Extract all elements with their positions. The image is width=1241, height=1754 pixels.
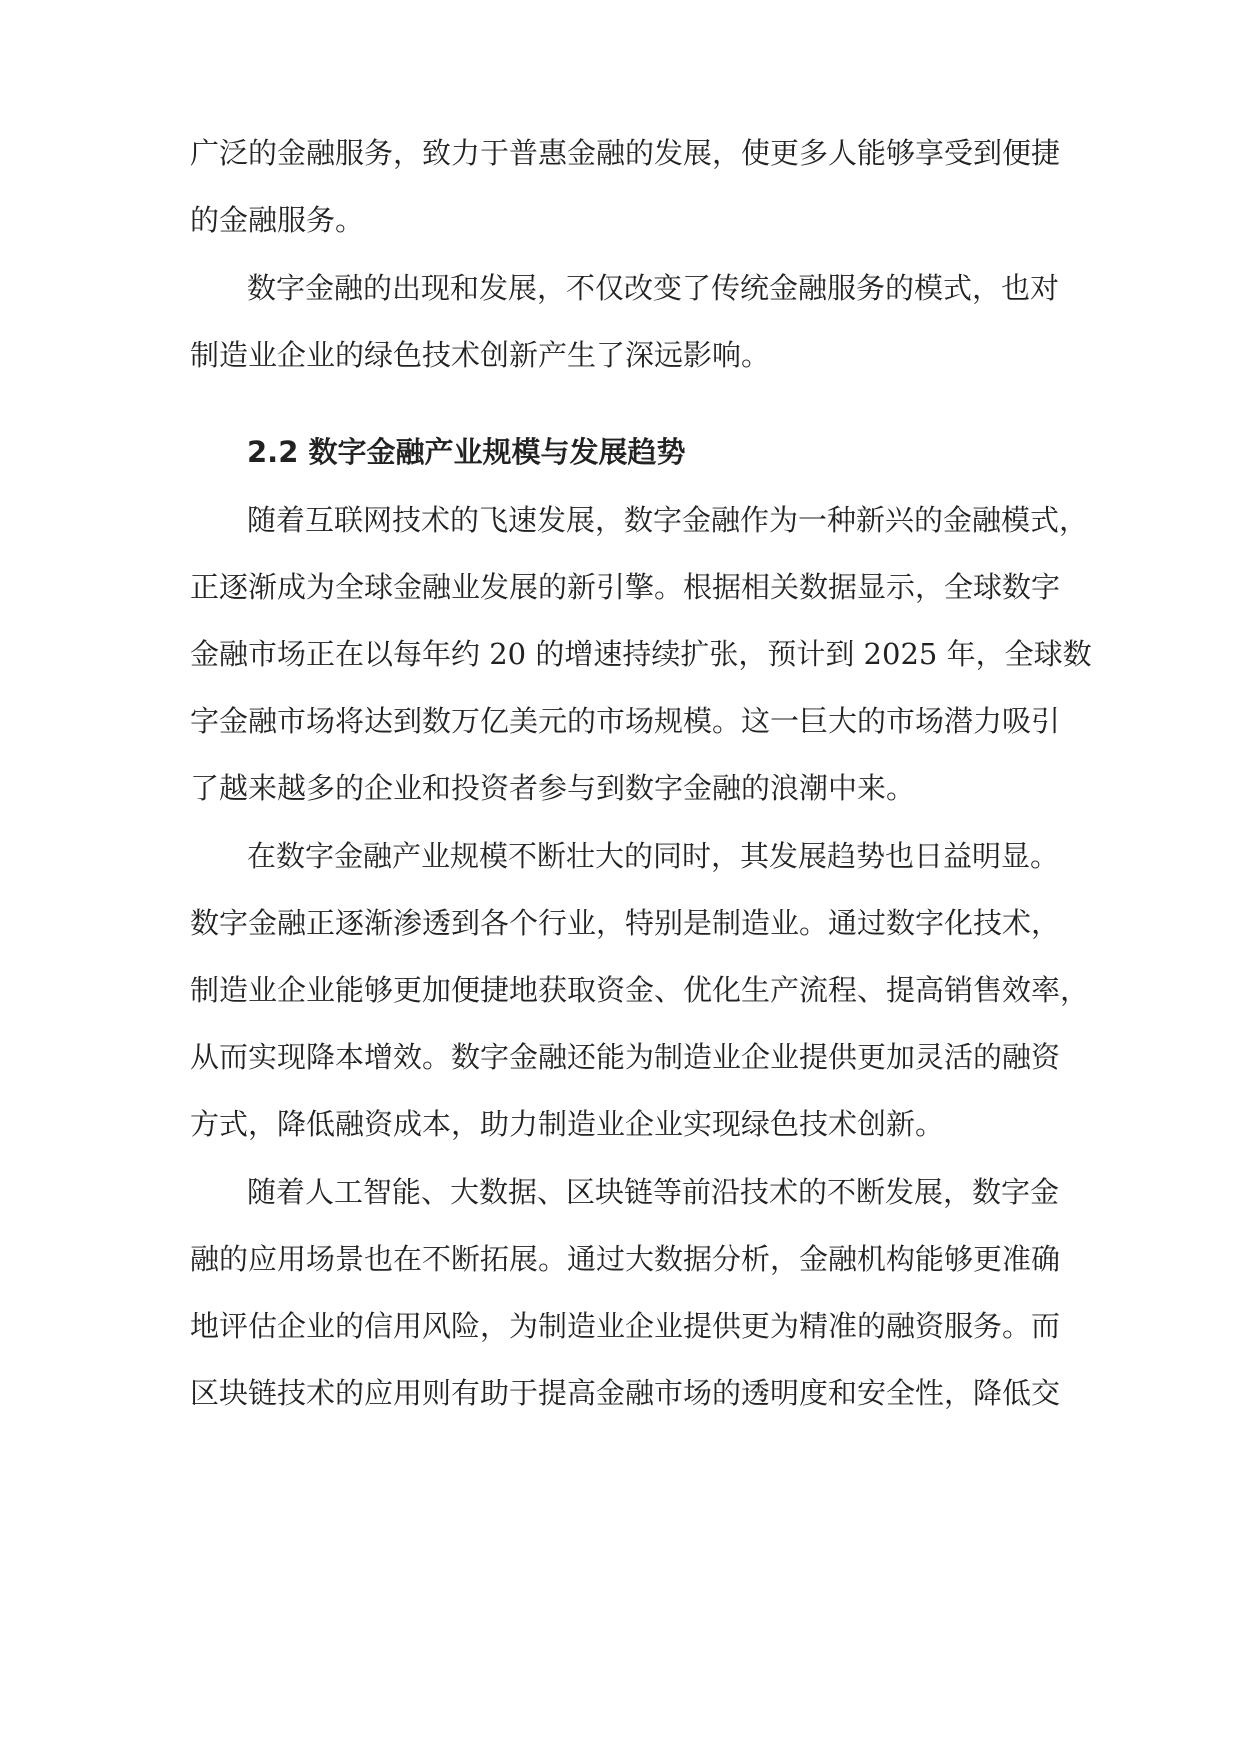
text-line: 随着人工智能、大数据、区块链等前沿技术的不断发展，数字金 (247, 1175, 1060, 1209)
text-line: 地评估企业的信用风险，为制造业企业提供更为精准的融资服务。而 (190, 1309, 1061, 1343)
text-line: 方式，降低融资成本，助力制造业企业实现绿色技术创新。 (190, 1107, 945, 1141)
text-line: 广泛的金融服务，致力于普惠金融的发展，使更多人能够享受到便捷 (190, 136, 1061, 170)
text-line: 正逐渐成为全球金融业发展的新引擎。根据相关数据显示，全球数字 (190, 570, 1061, 604)
text-line: 随着互联网技术的飞速发展，数字金融作为一种新兴的金融模式， (247, 503, 1089, 537)
text-line: 区块链技术的应用则有助于提高金融市场的透明度和安全性，降低交 (190, 1376, 1061, 1410)
text-line: 从而实现降本增效。数字金融还能为制造业企业提供更加灵活的融资 (190, 1040, 1061, 1074)
section-heading: 2.2 数字金融产业规模与发展趋势 (247, 435, 686, 469)
text-line: 制造业企业的绿色技术创新产生了深远影响。 (190, 338, 771, 372)
text-line: 在数字金融产业规模不断壮大的同时，其发展趋势也日益明显。 (247, 839, 1060, 873)
text-line: 的金融服务。 (190, 203, 365, 237)
text-line: 金融市场正在以每年约 20 的增速持续扩张，预计到 2025 年，全球数 (190, 637, 1092, 671)
text-line: 数字金融的出现和发展，不仅改变了传统金融服务的模式，也对 (247, 271, 1060, 305)
text-line: 了越来越多的企业和投资者参与到数字金融的浪潮中来。 (190, 771, 916, 805)
text-line: 融的应用场景也在不断拓展。通过大数据分析，金融机构能够更准确 (190, 1242, 1061, 1276)
text-line: 制造业企业能够更加便捷地获取资金、优化生产流程、提高销售效率， (190, 973, 1090, 1007)
text-line: 字金融市场将达到数万亿美元的市场规模。这一巨大的市场潜力吸引 (190, 704, 1061, 738)
text-line: 数字金融正逐渐渗透到各个行业，特别是制造业。通过数字化技术， (190, 906, 1061, 940)
